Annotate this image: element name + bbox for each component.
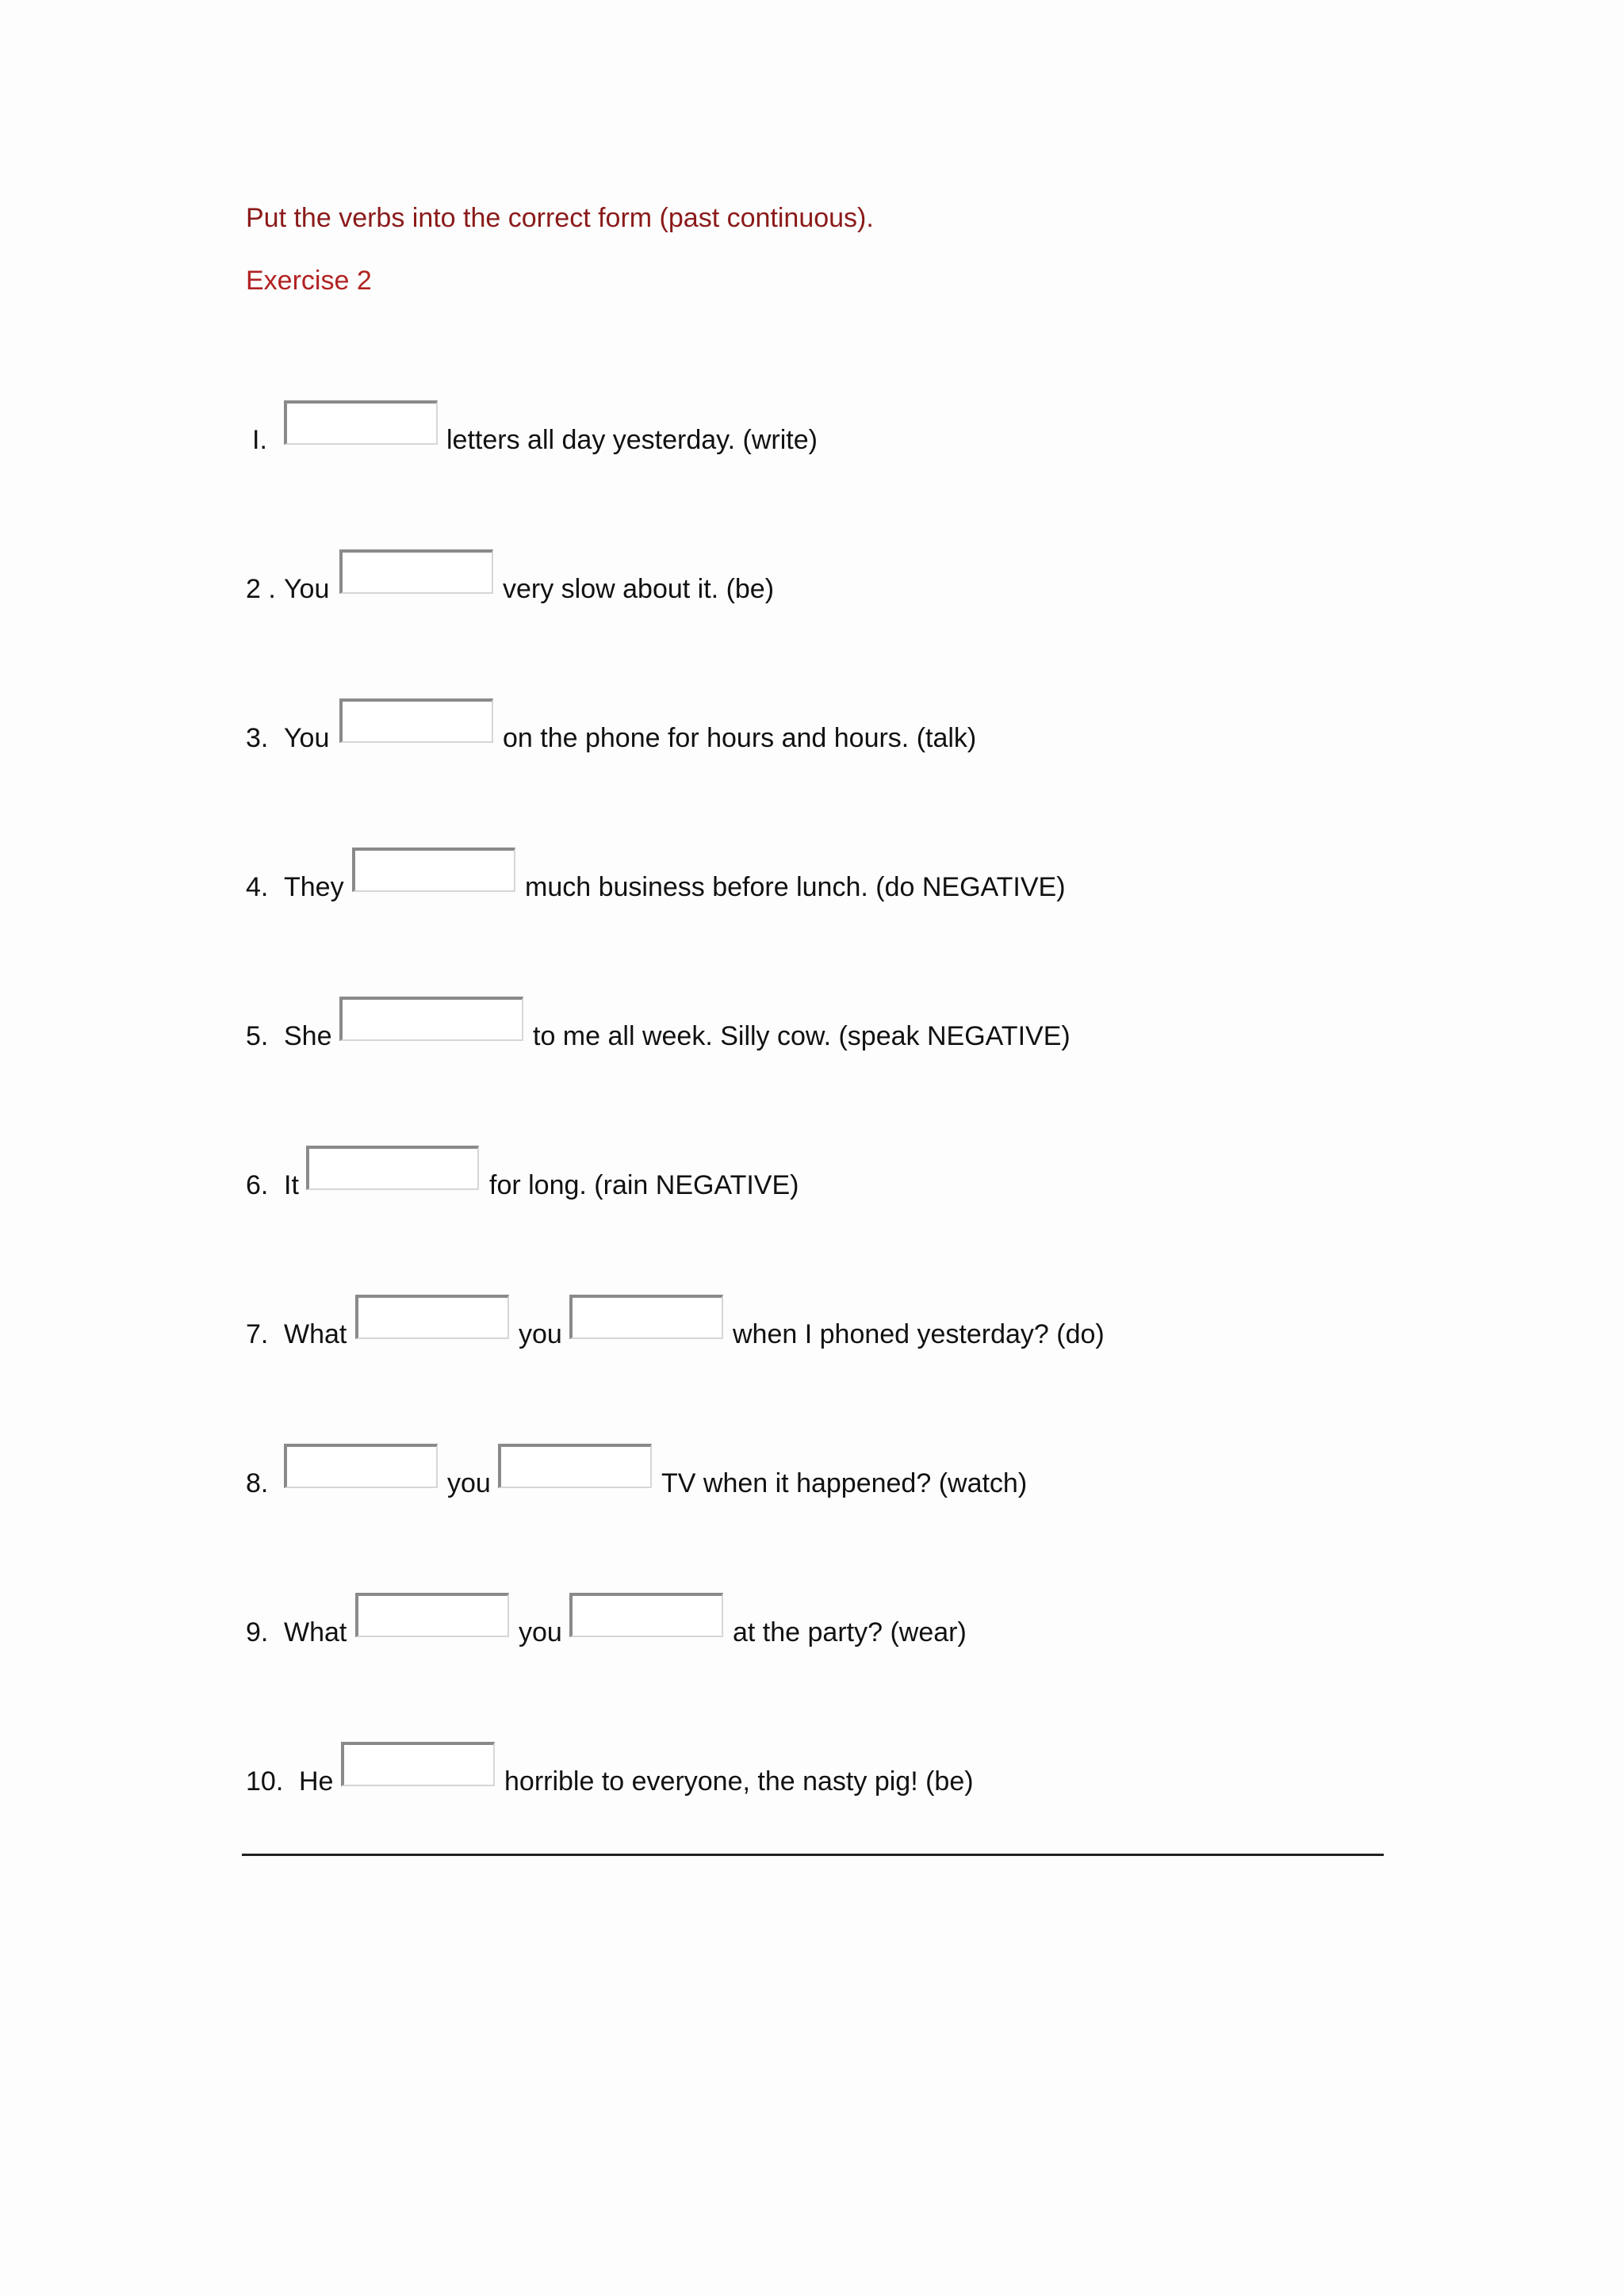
question-text: you	[519, 1319, 562, 1349]
answer-input-10[interactable]	[341, 1742, 495, 1786]
question-number: 6.	[246, 1170, 269, 1200]
answer-input-5[interactable]	[339, 997, 523, 1041]
question-number: 5.	[246, 1021, 269, 1051]
question-text: What	[284, 1319, 347, 1349]
question-number: I.	[252, 425, 267, 455]
question-text: You	[284, 574, 330, 604]
question-text: She	[284, 1021, 332, 1051]
answer-input-9a[interactable]	[355, 1593, 509, 1637]
question-text: you	[447, 1468, 491, 1498]
question-number: 2 .	[246, 574, 276, 604]
exercise-title: Exercise 2	[246, 266, 372, 296]
question-text: at the party? (wear)	[733, 1617, 967, 1647]
horizontal-divider	[242, 1854, 1384, 1856]
question-text: you	[519, 1617, 562, 1647]
question-text: You	[284, 723, 330, 753]
answer-input-1[interactable]	[284, 400, 438, 445]
question-text: horrible to everyone, the nasty pig! (be)	[504, 1766, 974, 1797]
answer-input-7a[interactable]	[355, 1295, 509, 1339]
answer-input-8b[interactable]	[498, 1444, 652, 1488]
question-text: They	[284, 872, 344, 902]
answer-input-8a[interactable]	[284, 1444, 438, 1488]
question-text: It	[284, 1170, 299, 1200]
question-text: What	[284, 1617, 347, 1647]
answer-input-2[interactable]	[339, 549, 493, 594]
question-text: very slow about it. (be)	[503, 574, 775, 604]
answer-input-9b[interactable]	[569, 1593, 723, 1637]
answer-input-3[interactable]	[339, 698, 493, 743]
question-number: 10.	[246, 1766, 284, 1797]
question-text: TV when it happened? (watch)	[661, 1468, 1028, 1498]
question-text: on the phone for hours and hours. (talk)	[503, 723, 977, 753]
answer-input-7b[interactable]	[569, 1295, 723, 1339]
question-text: much business before lunch. (do NEGATIVE)	[525, 872, 1066, 902]
answer-input-4[interactable]	[352, 848, 515, 892]
question-text: to me all week. Silly cow. (speak NEGATIVE)	[533, 1021, 1071, 1051]
question-number: 3.	[246, 723, 269, 753]
question-number: 7.	[246, 1319, 269, 1349]
answer-input-6[interactable]	[306, 1146, 479, 1190]
question-text: letters all day yesterday. (write)	[446, 425, 818, 455]
exercise-instruction: Put the verbs into the correct form (past continuous).	[246, 203, 874, 233]
question-text: He	[299, 1766, 334, 1797]
question-text: when I phoned yesterday? (do)	[733, 1319, 1105, 1349]
question-number: 8.	[246, 1468, 269, 1498]
question-number: 4.	[246, 872, 269, 902]
question-number: 9.	[246, 1617, 269, 1647]
question-text: for long. (rain NEGATIVE)	[489, 1170, 799, 1200]
